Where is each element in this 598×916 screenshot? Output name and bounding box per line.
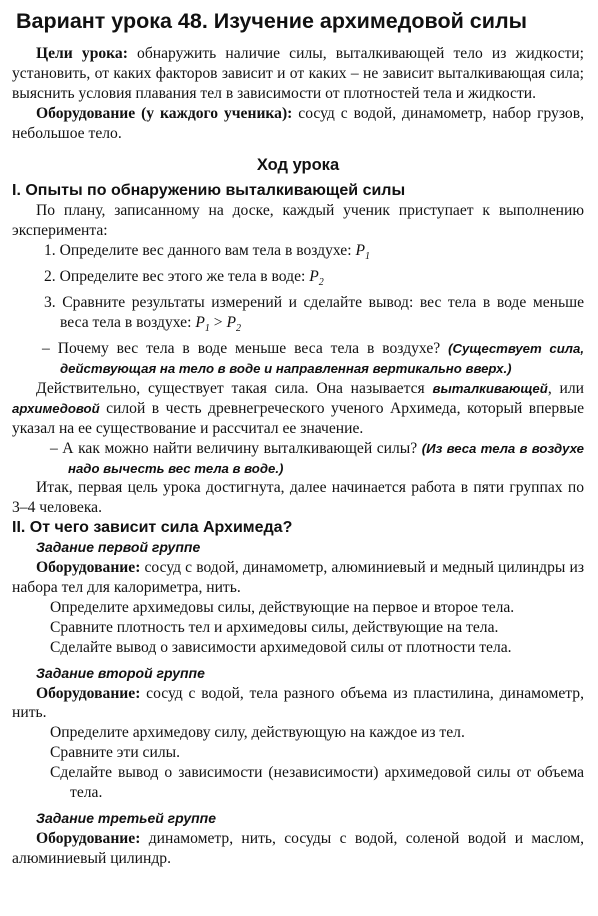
question-text: – А как можно найти величину выталкивающей силы? (50, 439, 422, 457)
step-text: Сравните результаты измерений и сделайте вывод: вес тела в воде меньше веса тела в воздухе: (60, 294, 584, 332)
page-title: Вариант урока 48. Изучение архимедовой силы (16, 9, 527, 33)
step-number: 1. (44, 242, 56, 260)
step-1 (12, 241, 584, 267)
symbol-weight: P (195, 314, 205, 332)
question-text: – Почему вес тела в воде меньше веса тела в воздухе? (42, 340, 449, 358)
symbol-weight: P (226, 314, 236, 332)
group-1-equipment (12, 558, 584, 598)
step-number: 2. (44, 268, 56, 286)
equipment-label: Оборудование: (36, 829, 141, 847)
equipment-text: сосуд с водой, динамометр, алюминиевый и медный цилиндры из набора тел для калориметра, нить. (12, 559, 584, 596)
group-1-instruction: Сравните плотность тел и архимедовы силы, действующие на тела. (50, 618, 499, 636)
section-1-heading: I. Опыты по обнаружению выталкивающей силы (12, 182, 406, 200)
equipment-label: Оборудование (у каждого ученика): (36, 104, 293, 122)
term-buoyant: выталкивающей (432, 380, 548, 396)
group-1-instruction: Определите архимедовы силы, действующие на первое и второе тела. (50, 598, 515, 616)
experiment-steps (12, 241, 584, 339)
course-heading: Ход урока (256, 155, 340, 174)
symbol-weight: P (355, 242, 365, 260)
lesson-goals (12, 44, 584, 104)
goals-text: обнаружить наличие силы, выталкивающей тело из жидкости; установить, от каких факторов зависит и от каких – не зависит выталкивающая сила; выяснить условия плавания тел в зависимости от плотностей тела и жидкости. (12, 45, 584, 102)
symbol-weight: P (309, 268, 319, 286)
question-1 (12, 339, 584, 379)
step-number: 3. (44, 294, 56, 312)
question-2 (12, 439, 584, 479)
text-run: , или (547, 379, 584, 397)
group-2-instruction: Сравните эти силы. (50, 744, 180, 762)
group-2-instruction: Определите архимедову силу, действующую на каждое из тел. (50, 724, 465, 742)
step-3 (12, 293, 584, 339)
symbol-subscript: 2 (318, 277, 324, 289)
group-2-title: Задание второй группе (36, 664, 205, 681)
section-1-intro: По плану, записанному на доске, каждый ученик приступает к выполнению эксперимента: (12, 202, 584, 240)
lesson-equipment (12, 104, 584, 144)
section-2-heading: II. От чего зависит сила Архимеда? (12, 519, 293, 537)
text-run: силой в честь древнегреческого ученого Архимеда, который впервые указал на ее существование и рассчитал ее значение. (12, 399, 584, 437)
group-2-equipment (12, 684, 584, 724)
term-archimedean: архимедовой (12, 400, 100, 416)
text-run: Действительно, существует такая сила. Она называется (36, 379, 433, 397)
symbol-subscript: 2 (236, 323, 241, 335)
group-1-instruction: Сделайте вывод о зависимости архимедовой силы от плотности тела. (50, 638, 512, 656)
archimedes-paragraph (12, 379, 584, 439)
answer-text: (Существует сила, действующая на тело в воде и направленная вертикально вверх.) (60, 341, 585, 377)
step-text: Определите вес этого же тела в воде: (59, 268, 310, 286)
equipment-label: Оборудование: (36, 559, 141, 577)
answer-text: (Из веса тела в воздухе надо вычесть вес тела в воде.) (68, 440, 584, 476)
group-2-instruction: Сделайте вывод о зависимости (независимости) архимедовой силы от объема тела. (50, 764, 584, 802)
goals-label: Цели урока: (36, 45, 128, 62)
equipment-text: динамометр, нить, сосуды с водой, соленой водой и маслом, алюминиевый цилиндр. (12, 829, 584, 867)
equipment-text: сосуд с водой, динамометр, набор грузов, небольшое тело. (12, 104, 584, 142)
step-2 (12, 267, 584, 293)
group-3-title: Задание третьей группе (36, 809, 217, 826)
group-3-equipment (12, 829, 584, 869)
comparison-sign: > (209, 314, 227, 332)
equipment-label: Оборудование: (36, 684, 141, 702)
section-1-closing: Итак, первая цель урока достигнута, далее начинается работа в пяти группах по 3–4 человека. (12, 479, 584, 517)
group-1-title: Задание первой группе (36, 539, 201, 556)
step-text: Определите вес данного вам тела в воздухе: (59, 242, 356, 260)
equipment-text: сосуд с водой, тела разного объема из пластилина, динамометр, нить. (12, 684, 584, 722)
symbol-subscript: 1 (204, 323, 210, 335)
symbol-subscript: 1 (365, 251, 370, 263)
